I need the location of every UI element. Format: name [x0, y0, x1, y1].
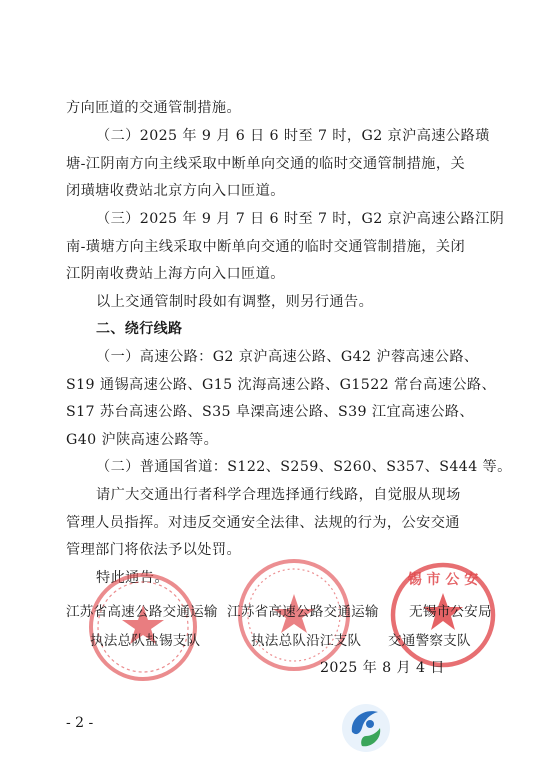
- seal-stamp-1: [86, 570, 200, 684]
- section-heading-detour: 二、绕行线路: [96, 321, 183, 337]
- body-line-2: （二）2025 年 9 月 6 日 6 时至 7 时，G2 京沪高速公路璜: [96, 128, 490, 144]
- issue-date: 2025 年 8 月 4 日: [320, 660, 445, 676]
- body-line-6: 南-璜塘方向主线采取中断单向交通的临时交通管制措施，关闭: [66, 239, 466, 255]
- page-number: - 2 -: [66, 715, 94, 731]
- signatory-2-line-2: 执法总队沿江支队: [251, 633, 362, 649]
- body-line-10: （一）高速公路：G2 京沪高速公路、G42 沪蓉高速公路、: [96, 349, 479, 365]
- body-line-16: 管理人员指挥。对违反交通安全法律、法规的行为，公安交通: [66, 515, 460, 531]
- body-line-7: 江阴南收费站上海方向入口匝道。: [66, 266, 285, 282]
- body-line-17: 管理部门将依法予以处罚。: [66, 542, 242, 558]
- publisher-logo-icon: [340, 702, 392, 754]
- body-line-14: （二）普通国省道：S122、S259、S260、S357、S444 等。: [96, 459, 512, 475]
- signatory-3-line-2: 交通警察支队: [388, 633, 471, 649]
- body-line-3: 塘-江阴南方向主线采取中断单向交通的临时交通管制措施，关: [66, 156, 466, 172]
- body-line-12: S17 苏台高速公路、S35 阜溧高速公路、S39 江宜高速公路、: [66, 404, 474, 420]
- signatory-1-line-1: 江苏省高速公路交通运输: [66, 604, 218, 620]
- signatory-2-line-1: 江苏省高速公路交通运输: [227, 604, 379, 620]
- signatory-3-line-1: 无锡市公安局: [409, 604, 492, 620]
- body-line-8: 以上交通管制时段如有调整，则另行通告。: [96, 294, 374, 310]
- body-line-15: 请广大交通出行者科学合理选择通行线路，自觉服从现场: [96, 487, 461, 503]
- seal-3-text: 锡 市 公 安: [407, 572, 479, 588]
- signatory-1-line-2: 执法总队盐锡支队: [90, 633, 201, 649]
- body-line-11: S19 通锡高速公路、G15 沈海高速公路、G1522 常台高速公路、: [66, 377, 497, 393]
- body-line-13: G40 沪陕高速公路等。: [66, 432, 219, 448]
- body-line-5: （三）2025 年 9 月 7 日 6 时至 7 时，G2 京沪高速公路江阴: [96, 211, 505, 227]
- body-line-1: 方向匝道的交通管制措施。: [66, 100, 242, 116]
- body-line-4: 闭璜塘收费站北京方向入口匝道。: [66, 183, 285, 199]
- body-line-18: 特此通告。: [96, 570, 169, 586]
